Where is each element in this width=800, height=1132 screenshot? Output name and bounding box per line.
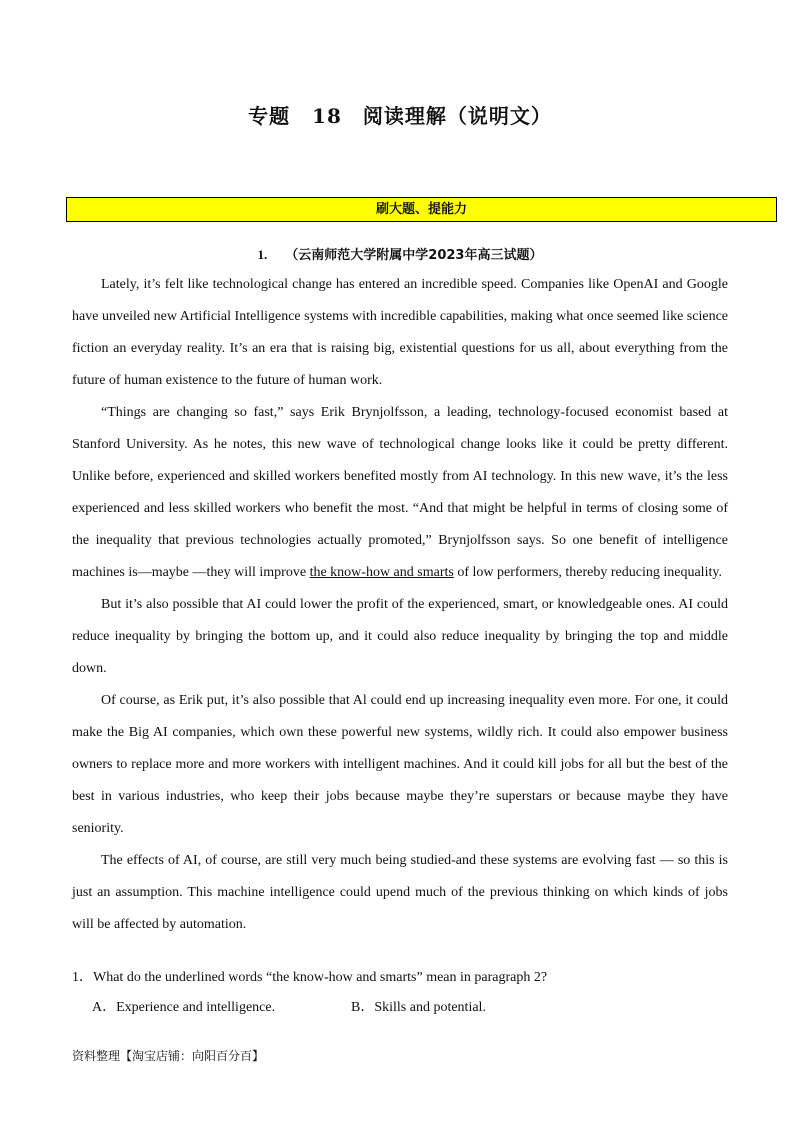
option-a[interactable]: A．Experience and intelligence. (92, 1000, 276, 1015)
page-title: 专题 18 阅读理解（说明文） (248, 104, 552, 128)
paragraph-text: Lately, it’s felt like technological change has entered an incredible speed. Companies like OpenAI and Google have unveiled new Artificial Intelligence systems with incredible capabilities, making what once seemed like science fiction an everyday reality. It’s an era that is raising big, existential questions for us all, about everything from the future of human existence to the future of human work. (72, 277, 728, 388)
paragraph-3 (72, 589, 728, 685)
section-banner: 刷大题、提能力 (66, 197, 777, 222)
paragraph-4 (72, 685, 728, 845)
question-source-line (0, 244, 800, 267)
footer-note: 资料整理【淘宝店铺：向阳百分百】 (72, 1049, 265, 1063)
paragraph-text: Of course, as Erik put, it’s also possible that Al could end up increasing inequality even more. For one, it could make the Big AI companies, which own these powerful new systems, wildly rich. It could also empower business owners to replace more and more workers with intelligent machines. And it could kill jobs for all but the best of the best in various industries, who keep their jobs because maybe they’re superstars or because maybe they have seniority. (72, 693, 728, 836)
passage (72, 269, 728, 941)
question-source: （云南师范大学附属中学2023年高三试题） (285, 248, 543, 263)
paragraph-2 (72, 397, 728, 589)
question-stem: 1．What do the underlined words “the know-how and smarts” mean in paragraph 2? (72, 970, 548, 985)
option-b[interactable]: B．Skills and potential. (351, 1000, 486, 1015)
paragraph-text: But it’s also possible that AI could lower the profit of the experienced, smart, or knowledgeable ones. AI could reduce inequality by bringing the bottom up, and it could also reduce inequality by bringing the top and middle down. (72, 597, 728, 676)
underlined-phrase: the know-how and smarts (309, 565, 454, 580)
paragraph-5 (72, 845, 728, 941)
question-number: 1. (257, 247, 268, 262)
paragraph-text: The effects of AI, of course, are still very much being studied-and these systems are evolving fast — so this is just an assumption. This machine intelligence could upend much of the previous thinking on which kinds of jobs will be affected by automation. (72, 853, 728, 932)
paragraph-text: “Things are changing so fast,” says Erik Brynjolfsson, a leading, technology-focused economist based at Stanford University. As he notes, this new wave of technological change looks like it could be pretty different. Unlike before, experienced and skilled workers benefited mostly from AI technology. In this new wave, it’s the less experienced and less skilled workers who benefit the most. “And that might be helpful in terms of closing some of the inequality that previous technologies actually promoted,” Brynjolfsson says. So one benefit of intelligence machines is—maybe —they will improve (72, 405, 728, 580)
paragraph-text: of low performers, thereby reducing inequality. (453, 565, 722, 580)
answer-options (92, 993, 728, 1023)
paragraph-1 (72, 269, 728, 397)
